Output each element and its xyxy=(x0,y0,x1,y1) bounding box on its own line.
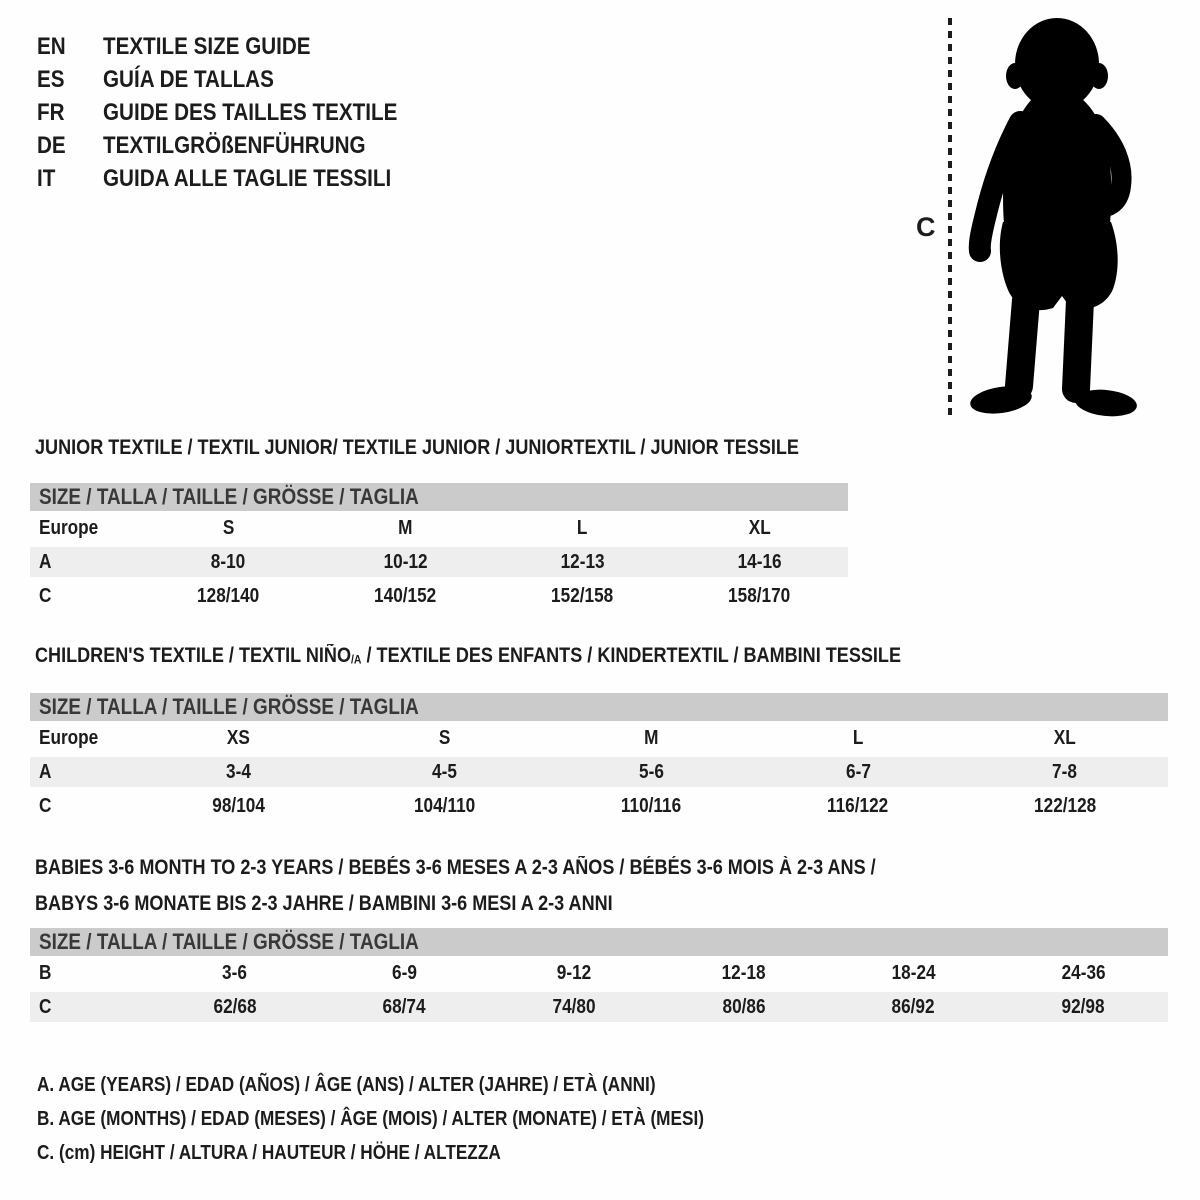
table-row xyxy=(30,789,1168,823)
language-row xyxy=(37,63,445,96)
row-label: C xyxy=(39,584,52,607)
row-label: C xyxy=(39,794,52,817)
language-code: ES xyxy=(37,65,65,93)
table-title: JUNIOR TEXTILE / TEXTIL JUNIOR/ TEXTILE JUNIOR / JUNIORTEXTIL / JUNIOR TESSILE xyxy=(35,436,799,459)
junior-table xyxy=(30,437,848,613)
table-cell: 110/116 xyxy=(621,794,682,817)
size-header-band: SIZE / TALLA / TAILLE / GRÖSSE / TAGLIA xyxy=(30,693,1168,721)
row-label: C xyxy=(39,995,52,1018)
table-cell: M xyxy=(644,726,659,749)
row-label: A xyxy=(39,550,52,573)
table-cell: 8-10 xyxy=(211,550,246,573)
table-cell: 116/122 xyxy=(827,794,889,817)
babies-table xyxy=(30,850,1168,1024)
table-cell: M xyxy=(398,516,413,539)
toddler-silhouette-illustration xyxy=(963,12,1141,417)
guide-title: GUIDA ALLE TAGLIE TESSILI xyxy=(103,164,392,192)
table-cell: S xyxy=(439,726,451,749)
guide-title: TEXTILGRÖßENFÜHRUNG xyxy=(103,131,366,159)
nino-a-subscript: /A xyxy=(351,652,362,667)
table-cell: 9-12 xyxy=(556,961,592,984)
table-title: CHILDREN'S TEXTILE / TEXTIL NIÑO/A / TEXTILE DES ENFANTS / KINDERTEXTIL / BAMBINI TESSILE xyxy=(35,644,902,667)
table-cell: 80/86 xyxy=(722,995,766,1018)
table-row xyxy=(30,721,1168,755)
size-header-band: SIZE / TALLA / TAILLE / GRÖSSE / TAGLIA xyxy=(30,928,1168,956)
table-cell: 158/170 xyxy=(728,584,791,607)
table-cell: 62/68 xyxy=(213,995,257,1018)
language-code: DE xyxy=(37,131,66,159)
table-cell: 152/158 xyxy=(551,584,614,607)
table-cell: 122/128 xyxy=(1033,794,1096,817)
table-cell: 12-13 xyxy=(560,550,605,573)
footnote: C. (cm) HEIGHT / ALTURA / HAUTEUR / HÖHE / ALTEZZA xyxy=(37,1142,501,1164)
language-code: EN xyxy=(37,32,66,60)
language-code: IT xyxy=(37,164,56,192)
language-row xyxy=(37,162,445,195)
table-row xyxy=(30,511,848,545)
table-cell: 68/74 xyxy=(382,995,427,1018)
table-row xyxy=(30,755,1168,789)
table-row xyxy=(30,956,1168,990)
table-cell: 4-5 xyxy=(432,760,458,783)
table-cell: L xyxy=(852,726,864,749)
table-cell: 3-4 xyxy=(225,760,251,783)
footnotes xyxy=(37,1068,813,1170)
table-title: BABIES 3-6 MONTH TO 2-3 YEARS / BEBÉS 3-6 MESES A 2-3 AÑOS / BÉBÉS 3-6 MOIS À 2-3 ANS / BABYS 3-6 MONATE BIS 2-3 JAHRE / BAMBINI 3-6 MESI A 2-3 ANNI xyxy=(35,856,876,915)
footnote: B. AGE (MONTHS) / EDAD (MESES) / ÂGE (MOIS) / ALTER (MONATE) / ETÀ (MESI) xyxy=(37,1108,704,1130)
table-cell: S xyxy=(222,516,235,539)
language-row xyxy=(37,96,445,129)
table-cell: 24-36 xyxy=(1061,961,1106,984)
table-cell: 7-8 xyxy=(1052,760,1078,783)
children-table xyxy=(30,645,1168,823)
language-header xyxy=(37,30,445,195)
table-cell: XL xyxy=(1053,726,1076,749)
height-measure-line xyxy=(948,18,952,415)
language-row xyxy=(37,129,445,162)
guide-title: GUÍA DE TALLAS xyxy=(103,65,274,93)
table-cell: XL xyxy=(748,516,771,539)
language-row xyxy=(37,30,445,63)
table-cell: 86/92 xyxy=(891,995,936,1018)
table-cell: 12-18 xyxy=(721,961,766,984)
row-label: Europe xyxy=(39,726,99,749)
table-cell: 140/152 xyxy=(374,584,437,607)
table-cell: 6-7 xyxy=(845,760,871,783)
table-cell: L xyxy=(577,516,588,539)
row-label: A xyxy=(39,760,52,783)
table-cell: 92/98 xyxy=(1061,995,1105,1018)
row-label: B xyxy=(39,961,52,984)
guide-title: GUIDE DES TAILLES TEXTILE xyxy=(103,98,398,126)
table-cell: 104/110 xyxy=(414,794,476,817)
language-code: FR xyxy=(37,98,65,126)
table-row xyxy=(30,545,848,579)
table-row xyxy=(30,990,1168,1024)
table-cell: 14-16 xyxy=(737,550,782,573)
table-cell: 3-6 xyxy=(222,961,248,984)
table-cell: 128/140 xyxy=(197,584,260,607)
footnote: A. AGE (YEARS) / EDAD (AÑOS) / ÂGE (ANS) / ALTER (JAHRE) / ETÀ (ANNI) xyxy=(37,1074,656,1096)
row-label: Europe xyxy=(39,516,99,539)
table-cell: 74/80 xyxy=(552,995,596,1018)
table-cell: 10-12 xyxy=(383,550,428,573)
table-cell: 6-9 xyxy=(392,961,417,984)
table-cell: 18-24 xyxy=(891,961,936,984)
size-header-band: SIZE / TALLA / TAILLE / GRÖSSE / TAGLIA xyxy=(30,483,848,511)
table-row xyxy=(30,579,848,613)
table-cell: 98/104 xyxy=(211,794,265,817)
table-cell: 5-6 xyxy=(639,760,664,783)
measure-label-c: C xyxy=(916,212,936,242)
guide-title: TEXTILE SIZE GUIDE xyxy=(103,32,311,60)
table-cell: XS xyxy=(226,726,250,749)
